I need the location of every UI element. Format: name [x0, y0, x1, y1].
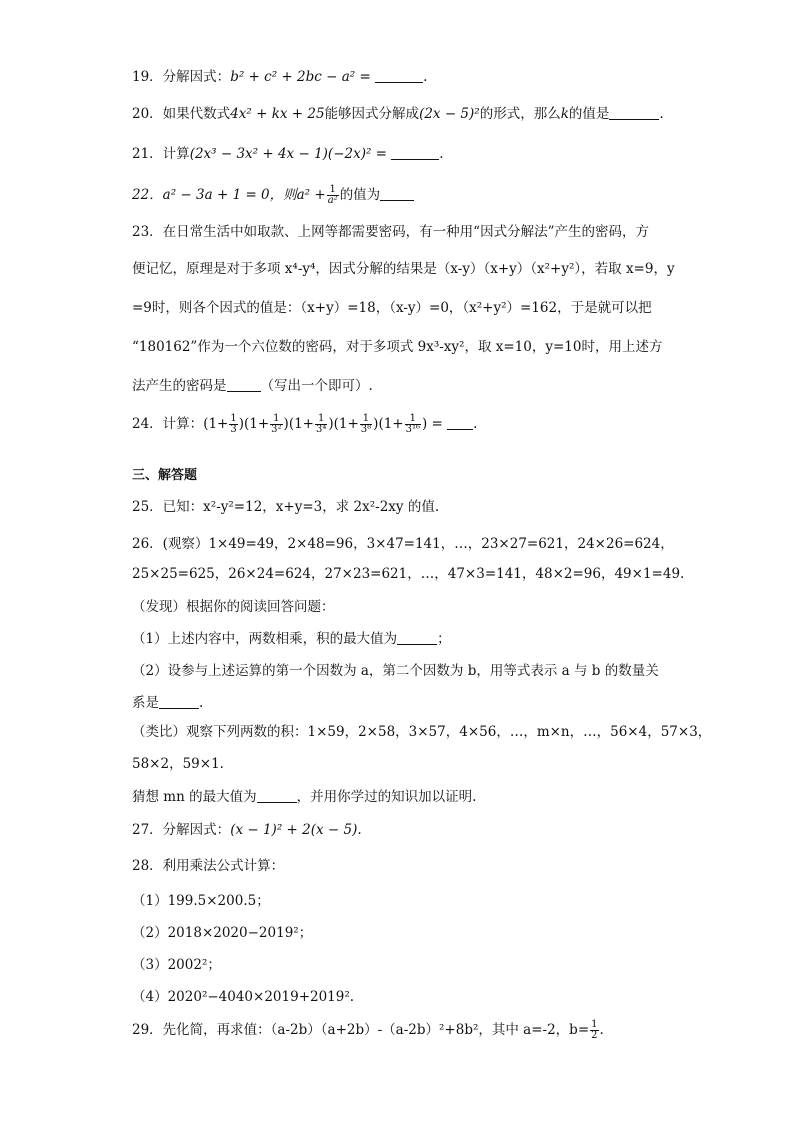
question-23-line-3: =9时，则各个因式的值是：（x+y）=18，（x-y）=0，（x²+y²）=162，于是就可以把 — [132, 300, 652, 316]
fraction: $\frac{1}{\text{3⁴}}$ — [315, 413, 327, 435]
fraction: $\frac{1}{3}$ — [230, 413, 237, 435]
question-26-line-2: 25×25=625，26×24=624，27×23=621，…，47×3=141，48×2=96，49×1=49. — [132, 566, 685, 582]
question-27: 27．分解因式：(x − 1)² + 2(x − 5). — [132, 822, 362, 838]
question-20: 20．如果代数式4x² + kx + 25能够因式分解成(2x − 5)²的形式，那么k的值是 . — [132, 106, 664, 122]
fraction: $\frac{1}{2}$ — [591, 1019, 598, 1041]
question-28-item-3: （3）2002²； — [132, 957, 221, 973]
answer-blank — [380, 186, 414, 201]
question-23-line-4: “180162”作为一个六位数的密码，对于多项式 9x³-xy²，取 x=10，y=10时，用上述方 — [132, 339, 663, 355]
question-24: 24．计算：(1+ $\frac{1}{3}$ )(1+ $\frac{1}{\text{3²}}$ )(1+ $\frac{1}{\text{3⁴}}$ )(1+ $\frac{1}{\text{3⁸}}$ )(1+ $\frac{1}{\text{3¹⁶}}$ ) = . — [132, 413, 478, 435]
answer-blank — [159, 694, 199, 709]
question-19: 19．分解因式：b² + c² + 2bc − a² = . — [132, 69, 428, 85]
answer-blank — [257, 788, 297, 803]
question-26-line-7: （类比）观察下列两数的积：1×59，2×58，3×57，4×56，…，m×n，…，56×4，57×3， — [132, 724, 712, 740]
question-28-item-1: （1）199.5×200.5； — [132, 893, 270, 909]
question-26-line-1: 26．(观察）1×49=49，2×48=96，3×47=141，…，23×27=621，24×26=624， — [132, 536, 674, 552]
question-26-line-5: （2）设参与上述运算的第一个因数为 a，第二个因数为 b，用等式表示 a 与 b 的数量关 — [132, 663, 659, 679]
answer-blank — [227, 377, 261, 392]
question-21: 21．计算(2x³ − 3x² + 4x − 1)(−2x)² = . — [132, 146, 444, 162]
question-25: 25．已知：x²-y²=12，x+y=3，求 2x²-2xy 的值. — [132, 499, 440, 515]
question-23-line-2: 便记忆，原理是对于多项 x⁴-y⁴，因式分解的结果是（x-y）（x+y）（x²+y²），若取 x=9，y — [132, 261, 675, 277]
section-heading: 三、解答题 — [132, 468, 198, 483]
fraction: $\frac{1}{\text{3⁸}}$ — [360, 413, 372, 435]
question-26-line-6: 系是 . — [132, 695, 204, 711]
question-26-line-9: 猜想 mn 的最大值为 ，并用你学过的知识加以证明. — [132, 789, 477, 805]
question-26-line-8: 58×2，59×1. — [132, 756, 224, 772]
question-23-line-1: 23．在日常生活中如取款、上网等都需要密码，有一种用“因式分解法”产生的密码，方 — [132, 224, 649, 240]
question-29: 29．先化简，再求值：（a-2b）（a+2b）-（a-2b）²+8b²，其中 a=-2，b= $\frac{1}{2}$ . — [132, 1019, 604, 1041]
fraction: $\frac{1}{\text{3²}}$ — [271, 413, 282, 435]
question-28-title: 28．利用乘法公式计算： — [132, 858, 285, 874]
fraction: $\frac{1}{\text{3¹⁶}}$ — [405, 413, 420, 435]
question-26-line-4: （1）上述内容中，两数相乘，积的最大值为 ； — [132, 631, 451, 647]
answer-blank — [609, 105, 659, 120]
question-26-line-3: （发现）根据你的阅读回答问题： — [132, 599, 335, 615]
question-23-line-5: 法产生的密码是 （写出一个即可）. — [132, 378, 373, 394]
question-28-item-2: （2）2018×2020−2019²； — [132, 925, 313, 941]
answer-blank — [397, 630, 437, 645]
answer-blank — [447, 415, 473, 430]
question-22: 22．a² − 3a + 1 = 0，则a² + $\frac{1}{\text{a²}}$ 的值为 — [132, 185, 414, 206]
answer-blank — [375, 68, 423, 83]
fraction: $\frac{1}{\text{a²}}$ — [327, 184, 338, 206]
question-28-item-4: （4）2020²−4040×2019+2019². — [132, 989, 355, 1005]
answer-blank — [391, 145, 439, 160]
